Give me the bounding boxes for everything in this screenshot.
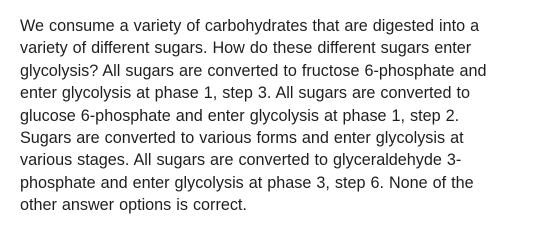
question-line: enter glycolysis at phase 1, step 3. All sugars are converted to <box>20 84 470 103</box>
question-line: phosphate and enter glycolysis at phase 3, step 6. None of the <box>20 173 474 192</box>
question-line: variety of different sugars. How do these different sugars enter <box>20 39 472 58</box>
question-line: glycolysis? All sugars are converted to fructose 6-phosphate and <box>20 61 487 80</box>
question-line: glucose 6-phosphate and enter glycolysis at phase 1, step 2. <box>20 106 460 125</box>
question-text <box>20 15 545 217</box>
question-line: Sugars are converted to various forms and enter glycolysis at <box>20 129 464 148</box>
question-line: other answer options is correct. <box>20 196 247 215</box>
question-line: We consume a variety of carbohydrates that are digested into a <box>20 17 480 35</box>
question-line: various stages. All sugars are converted to glyceraldehyde 3- <box>20 151 462 170</box>
